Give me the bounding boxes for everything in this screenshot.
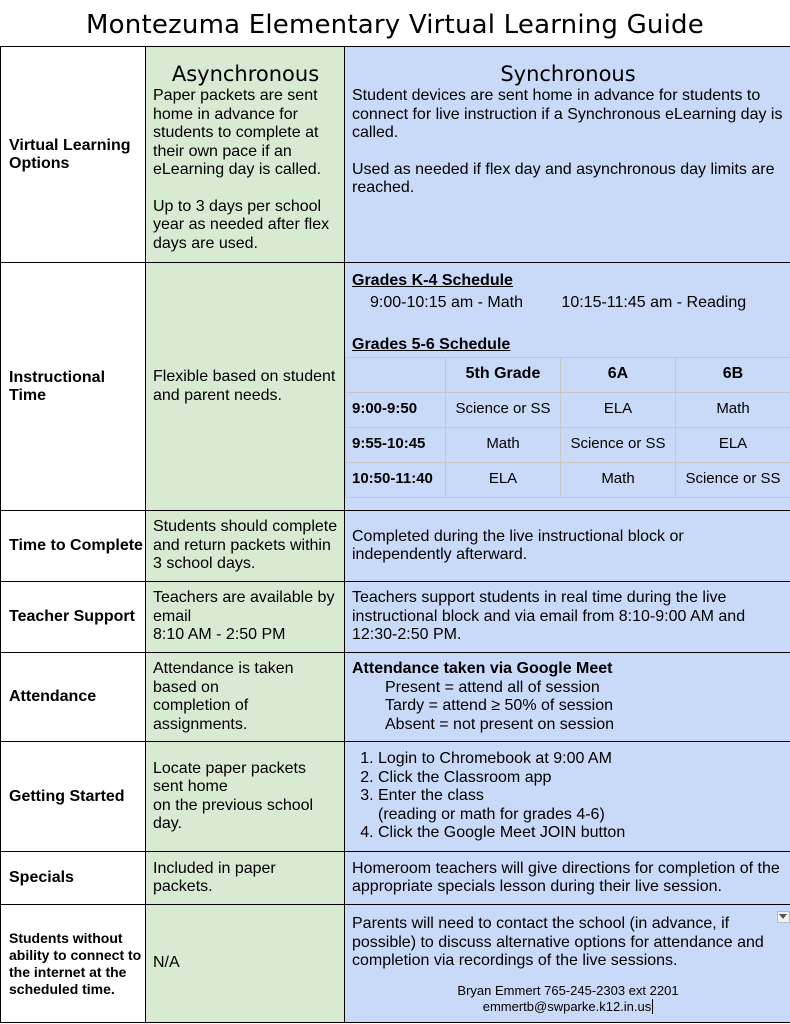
async-attendance-cell (146, 653, 345, 742)
schedule-cell: ELA (446, 462, 561, 497)
async-attendance-line: completion of (153, 697, 249, 714)
row-label-time: Time to Complete (1, 511, 146, 582)
sync-noconnect-cell (345, 905, 790, 1023)
step-text: Enter the class (378, 787, 484, 805)
sync-attendance-cell (345, 653, 790, 742)
async-started-line: sent home (153, 778, 228, 795)
page-title: Montezuma Elementary Virtual Learning Guide (86, 10, 704, 40)
schedule-cell: Math (676, 392, 790, 427)
async-options-text-2: Up to 3 days per school year as needed after flex days are used. (153, 197, 330, 252)
sync-time-cell: Completed during the live instructional block or independently afterward. (345, 511, 790, 582)
schedule-time-cell: 9:55-10:45 (346, 427, 446, 462)
row-label-instructional: Instructional Time (1, 263, 146, 511)
schedule-header-row (346, 357, 790, 392)
row-teacher-support (1, 582, 790, 653)
row-attendance (1, 653, 790, 742)
schedule-cell: Science or SS (446, 392, 561, 427)
async-attendance-line: based on (153, 678, 219, 696)
row-time-to-complete (1, 511, 790, 582)
schedule-cell: Science or SS (676, 462, 790, 497)
virtual-learning-table (0, 46, 790, 1023)
schedule-cell: Math (446, 427, 561, 462)
g56-schedule-heading: Grades 5-6 Schedule (352, 336, 511, 353)
k4-schedule-line (352, 294, 784, 313)
sync-options-text-1: Student devices are sent home in advance for students to connect for live instruction if a Synchronous eLearning day is called. (352, 87, 783, 141)
k4-schedule-heading: Grades K-4 Schedule (352, 272, 513, 289)
async-support-line-1: Teachers are available by email (153, 589, 335, 625)
async-noconnect-cell: N/A (146, 905, 345, 1023)
getting-started-steps (352, 750, 784, 843)
sync-options-cell (345, 47, 790, 263)
k4-math-time: 9:00-10:15 am - Math (370, 293, 523, 311)
dropdown-arrow-icon[interactable] (777, 911, 790, 923)
attendance-heading: Attendance taken via Google Meet (352, 660, 613, 677)
async-started-line: on the previous school day. (153, 796, 314, 832)
grades-5-6-schedule-table (345, 357, 790, 498)
async-options-cell (146, 47, 345, 263)
sync-support-cell: Teachers support students in real time during the live instructional block and via email from 8:10-9:00 AM and 12:30-2:50 PM. (345, 582, 790, 653)
k4-reading-time: 10:15-11:45 am - Reading (561, 293, 747, 311)
row-virtual-learning-options (1, 47, 790, 263)
row-instructional-time (1, 263, 790, 511)
row-label-support: Teacher Support (1, 582, 146, 653)
step-item: 2. Click the Classroom app (378, 769, 784, 788)
async-options-text-1: Paper packets are sent home in advance for students to complete at their own pace if an eLearning day is called. (153, 87, 322, 178)
contact-name-phone: Bryan Emmert 765-245-2303 ext 2201 (457, 982, 679, 998)
schedule-header-cell: 6B (676, 357, 790, 392)
sync-options-text-2: Used as needed if flex day and asynchronous day limits are reached. (352, 160, 775, 196)
schedule-cell: ELA (561, 392, 676, 427)
schedule-cell: Science or SS (561, 427, 676, 462)
schedule-header-cell (346, 357, 446, 392)
row-label-options: Virtual Learning Options (1, 47, 146, 263)
contact-info (352, 983, 784, 1015)
text-cursor (652, 999, 653, 1014)
async-instructional-cell: Flexible based on student and parent needs. (146, 263, 345, 511)
row-label-noconnect: Students without ability to connect to the internet at the scheduled time. (1, 905, 146, 1023)
async-attendance-line: Attendance is taken (153, 660, 294, 677)
row-label-attendance: Attendance (1, 653, 146, 742)
column-header-asynchronous: Asynchronous (171, 62, 320, 86)
async-started-line: Locate paper packets (153, 759, 306, 777)
row-label-specials: Specials (1, 852, 146, 905)
async-attendance-line: assignments. (153, 715, 248, 733)
sync-started-cell (345, 742, 790, 852)
schedule-cell: Math (561, 462, 676, 497)
schedule-time-cell: 10:50-11:40 (346, 462, 446, 497)
sync-specials-cell: Homeroom teachers will give directions for completion of the appropriate specials lesson during their live session. (345, 852, 790, 905)
row-no-connection (1, 905, 790, 1023)
step-item (378, 787, 784, 824)
schedule-time-cell: 9:00-9:50 (346, 392, 446, 427)
attendance-tardy-rule: Tardy = attend ≥ 50% of session (385, 697, 614, 714)
async-started-cell (146, 742, 345, 852)
schedule-row (346, 462, 790, 497)
schedule-cell: ELA (676, 427, 790, 462)
column-header-synchronous: Synchronous (500, 62, 636, 86)
step-item: 1. Login to Chromebook at 9:00 AM (378, 750, 784, 769)
async-support-hours: 8:10 AM - 2:50 PM (153, 626, 286, 644)
row-specials (1, 852, 790, 905)
schedule-header-cell: 6A (561, 357, 676, 392)
schedule-header-cell: 5th Grade (446, 357, 561, 392)
row-getting-started (1, 742, 790, 852)
step-note: (reading or math for grades 4-6) (378, 805, 605, 823)
row-label-started: Getting Started (1, 742, 146, 852)
async-specials-cell: Included in paper packets. (146, 852, 345, 905)
sync-instructional-cell (345, 263, 790, 511)
contact-email: emmertb@swparke.k12.in.us (482, 998, 652, 1014)
attendance-present-rule: Present = attend all of session (385, 678, 600, 696)
schedule-row (346, 427, 790, 462)
attendance-absent-rule: Absent = not present on session (385, 715, 615, 733)
step-item: 4. Click the Google Meet JOIN button (378, 824, 784, 843)
schedule-row (346, 392, 790, 427)
async-time-cell: Students should complete and return packets within 3 school days. (146, 511, 345, 582)
sync-noconnect-text: Parents will need to contact the school (in advance, if possible) to discuss alternative options for attendance and completion via recordings of the live sessions. (352, 915, 764, 969)
async-support-cell (146, 582, 345, 653)
